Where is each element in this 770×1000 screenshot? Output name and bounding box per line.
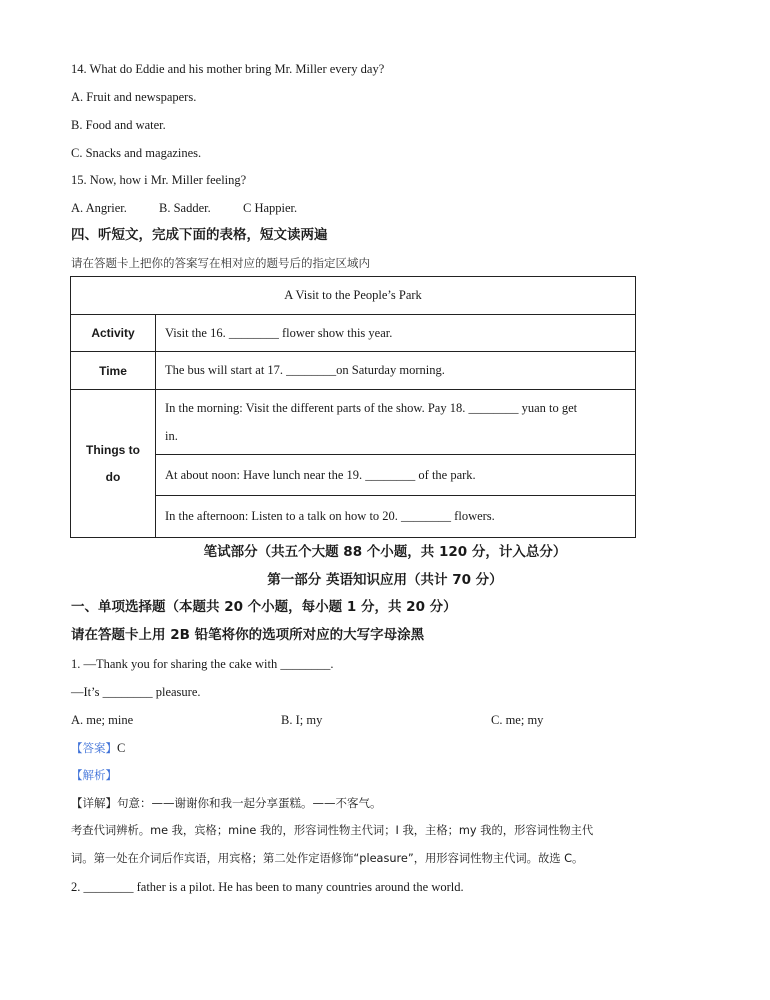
explanation-line-1: 考查代词辨析。me 我，宾格；mine 我的，形容词性物主代词；I 我，主格；my 我的，形容词性物主代 — [71, 824, 594, 837]
afternoon-text: In the afternoon: Listen to a talk on how to 20. ________ flowers. — [156, 496, 636, 538]
question-15: 15. Now, how i Mr. Miller feeling? — [71, 173, 247, 187]
detail-line: 【详解】句意：——谢谢你和我一起分享蛋糕。——不客气。 — [71, 796, 382, 810]
morning-text-line-2: in. — [165, 429, 178, 443]
explanation-line-2: 词。第一处在介词后作宾语，用宾格；第二处作定语修饰“pleasure”，用形容词性物主代词。故选 C。 — [71, 852, 584, 865]
question-1-line-2: —It’s ________ pleasure. — [71, 685, 201, 699]
answer-line — [71, 740, 125, 756]
things-to-do-label-line-1: Things to — [86, 442, 140, 457]
question-15-option-c: C Happier. — [243, 201, 298, 215]
question-1-options — [71, 712, 543, 728]
table-title: A Visit to the People’s Park — [71, 277, 636, 315]
question-15-option-a: A. Angrier. — [71, 201, 127, 215]
things-to-do-label — [71, 390, 156, 538]
things-to-do-label-line-2: do — [105, 469, 121, 484]
section-1-heading: 一、单项选择题（本题共 20 个小题，每小题 1 分，共 20 分） — [71, 599, 457, 615]
question-15-option-b: B. Sadder. — [159, 201, 211, 215]
part-one-title: 第一部分 英语知识应用（共计 70 分） — [267, 572, 503, 588]
section-4-heading: 四、听短文，完成下面的表格，短文读两遍 — [71, 227, 328, 243]
analysis-tag: 【解析】 — [71, 768, 117, 782]
morning-text-line-1: In the morning: Visit the different parts of the show. Pay 18. ________ yuan to get — [165, 401, 578, 415]
question-1-option-b: B. I; my — [281, 713, 323, 727]
activity-text: Visit the 16. ________ flower show this year. — [156, 315, 636, 352]
written-part-title: 笔试部分（共五个大题 88 个小题，共 120 分，计入总分） — [203, 544, 567, 560]
time-label: Time — [71, 352, 156, 390]
question-14-option-b: B. Food and water. — [71, 118, 166, 132]
time-text: The bus will start at 17. ________on Saturday morning. — [156, 352, 636, 390]
answer-tag: 【答案】 — [71, 741, 117, 755]
activity-label: Activity — [71, 315, 156, 352]
question-14-option-c: C. Snacks and magazines. — [71, 146, 202, 160]
question-14-option-a: A. Fruit and newspapers. — [71, 90, 197, 104]
question-14: 14. What do Eddie and his mother bring Mr. Miller every day? — [71, 62, 385, 76]
question-1-line-1: 1. —Thank you for sharing the cake with ________. — [71, 657, 334, 671]
question-1-option-a: A. me; mine — [71, 713, 134, 727]
visit-table — [70, 276, 636, 538]
answer-value: C — [117, 741, 126, 755]
section-1-instruction: 请在答题卡上用 2B 铅笔将你的选项所对应的大写字母涂黑 — [71, 627, 425, 643]
morning-text — [156, 390, 636, 455]
question-15-options — [71, 200, 297, 216]
question-2-line-1: 2. ________ father is a pilot. He has been to many countries around the world. — [71, 880, 464, 894]
noon-text: At about noon: Have lunch near the 19. ________ of the park. — [156, 455, 636, 496]
question-1-option-c: C. me; my — [491, 713, 544, 727]
section-4-instruction: 请在答题卡上把你的答案写在相对应的题号后的指定区域内 — [71, 256, 370, 270]
